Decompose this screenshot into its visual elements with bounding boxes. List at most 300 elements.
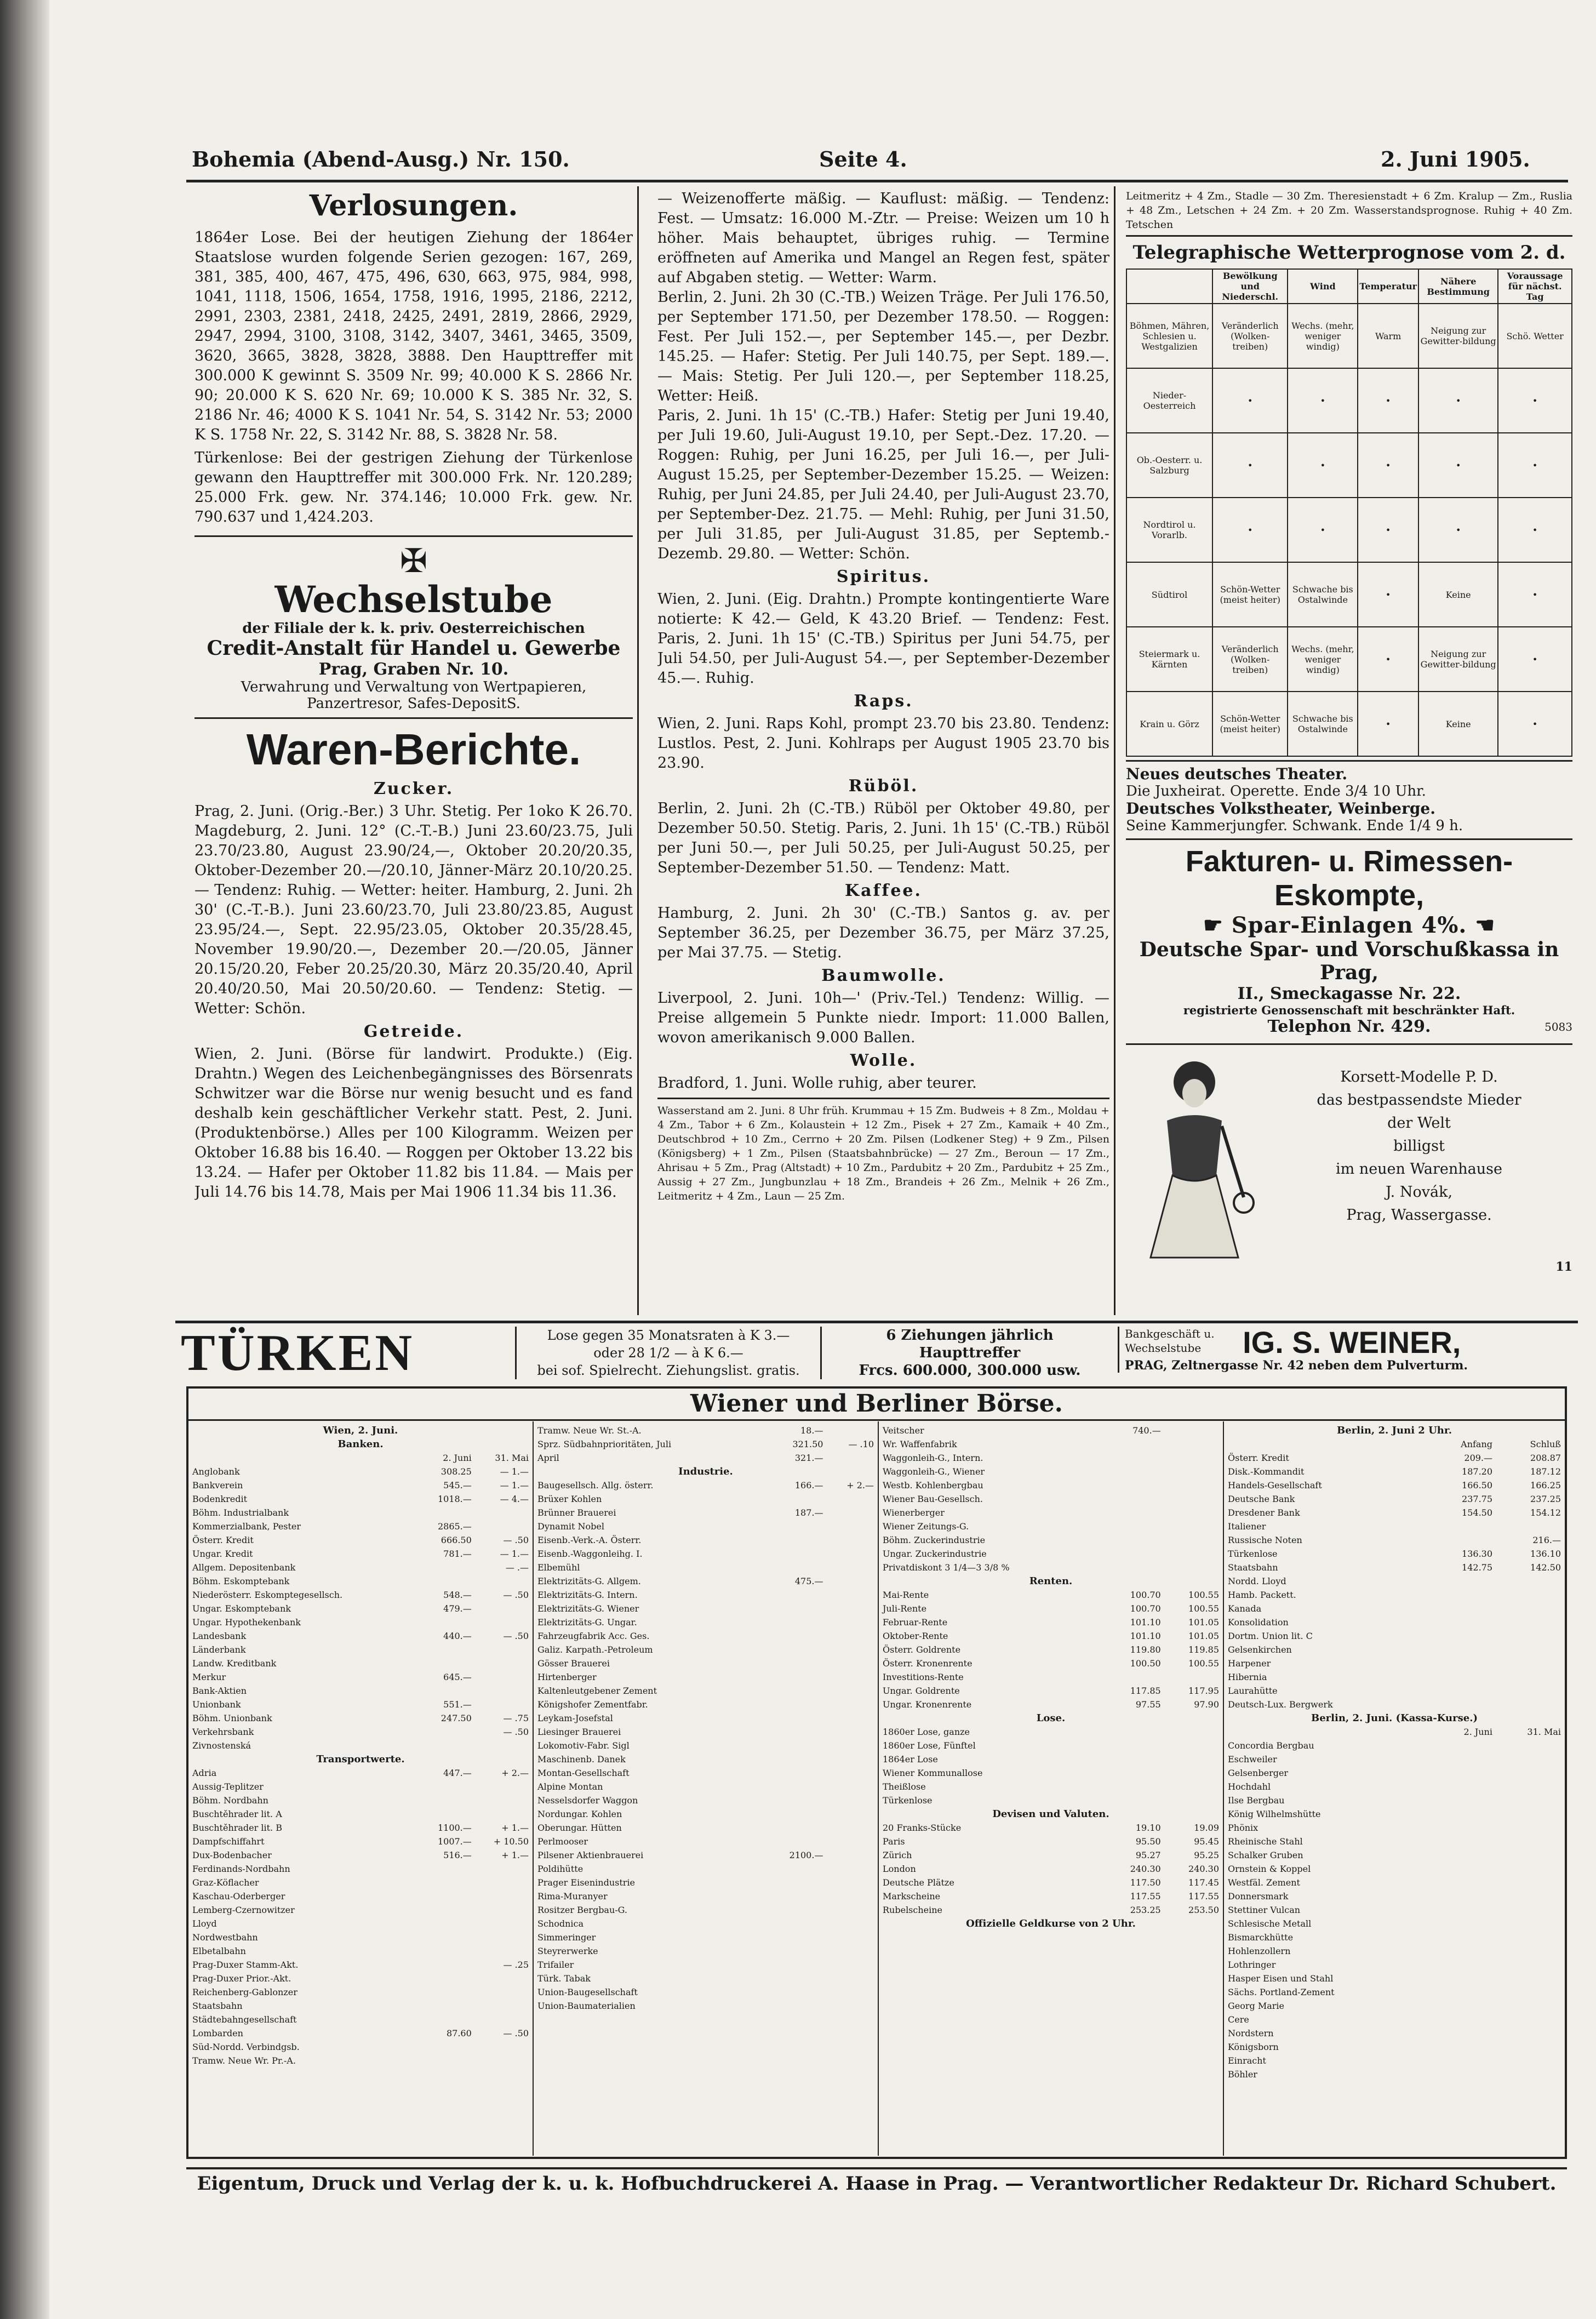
security-name: Gelsenberger <box>1228 1768 1289 1778</box>
quote-value <box>418 1862 473 1876</box>
weather-cell: Schön-Wetter (meist heiter) <box>1212 692 1288 756</box>
quote-value <box>1494 2054 1563 2067</box>
quote-value: 1018.— <box>437 1494 472 1504</box>
security-name: Böhm. Eskomptebank <box>192 1576 290 1586</box>
table-row <box>191 1561 530 1574</box>
security-name: Aussig-Teplitzer <box>192 1781 264 1792</box>
quote-value <box>825 1725 876 1739</box>
quote-value <box>418 1917 473 1930</box>
ad-spar-registration: registrierte Genossenschaft mit beschränkter Haft. <box>1183 1003 1515 1017</box>
banner-frcs: Frcs. 600.000, 300.000 usw. <box>859 1362 1081 1379</box>
wechselstube-line2: Credit-Anstalt für Handel u. Gewerbe <box>207 637 621 660</box>
quote-value <box>473 1684 530 1698</box>
weather-cell: Neigung zur Gewitter-bildung <box>1418 627 1498 692</box>
quote-value <box>1494 2026 1563 2040</box>
table-row <box>1226 1465 1563 1478</box>
security-name: Merkur <box>192 1672 226 1682</box>
boerse-col4 <box>1224 1421 1565 2156</box>
quote-value <box>418 1807 473 1821</box>
quote-value: 117.95 <box>1188 1686 1219 1696</box>
quote-value <box>1429 1889 1494 1903</box>
wasserstand-prognose: Leitmeritz + 4 Zm., Stadle — 30 Zm. Theresienstadt + 6 Zm. Kralup — Zm., Ruslia + 48 Zm., Letschen + 24 Zm. + 20 Zm. Wasserstandsprognose. Ruhig + 40 Zm. Tetschen <box>1126 190 1572 231</box>
quote-value <box>1429 1876 1494 1889</box>
weather-cell: • <box>1418 498 1498 562</box>
quote-value: 31. Mai <box>495 1453 529 1463</box>
table-row <box>536 1752 876 1766</box>
quote-value <box>1163 1506 1221 1520</box>
quote-value <box>1163 1465 1221 1478</box>
security-name: Städtebahngesellschaft <box>192 2014 297 2025</box>
security-name <box>191 1451 418 1465</box>
security-name: Sprz. Südbahnprioritäten, Juli <box>537 1439 672 1449</box>
weather-row <box>1126 627 1572 692</box>
quote-value: 142.75 <box>1462 1562 1493 1573</box>
quote-value <box>825 1930 876 1944</box>
quote-value <box>418 1506 473 1520</box>
security-name: Dortm. Union lit. C <box>1228 1631 1313 1641</box>
table-row <box>1226 1561 1563 1574</box>
quote-value <box>473 1698 530 1711</box>
table-row <box>1226 1547 1563 1561</box>
quote-value <box>1163 1547 1221 1561</box>
quote-value <box>1163 1793 1221 1807</box>
table-row <box>191 1876 530 1889</box>
security-name: Poldihütte <box>537 1864 584 1874</box>
quote-value: 119.85 <box>1188 1644 1219 1655</box>
quote-value <box>763 1711 825 1725</box>
table-row <box>1226 1574 1563 1588</box>
quote-value <box>1494 1930 1563 1944</box>
security-name: 20 Franks-Stücke <box>883 1823 962 1833</box>
table-row <box>1226 2067 1563 2081</box>
quote-value: 551.— <box>443 1699 472 1710</box>
table-row <box>191 1657 530 1670</box>
banner-lose3: bei sof. Spielrecht. Ziehungslist. gratis. <box>537 1363 800 1378</box>
quote-value: 117.55 <box>1188 1891 1219 1901</box>
table-row <box>191 1958 530 1972</box>
table-row <box>1226 2054 1563 2067</box>
quote-value <box>418 1684 473 1698</box>
weather-col-header: Temperatur <box>1358 269 1418 304</box>
table-row <box>881 1903 1221 1917</box>
table-row <box>1226 1602 1563 1615</box>
middle-p1: — Weizenofferte mäßig. — Kauflust: mäßig. — Tendenz: Fest. — Umsatz: 16.000 M.-Ztr. — Preise: Weizen um 10 h höher. Mais behauptet, übriges ruhig. — Termine eröffneten auf Amerika und Mangel an Regen fest, später auf Abgaben stetig. — Wetter: Warm. <box>657 190 1109 286</box>
table-row <box>881 1451 1221 1465</box>
quote-value <box>1494 1766 1563 1780</box>
security-name: Sächs. Portland-Zement <box>1228 1987 1335 1997</box>
page-binding-shadow <box>0 0 49 2319</box>
quote-value: 101.10 <box>1130 1631 1161 1641</box>
banner-lose2: oder 28 1/2 — à K 6.— <box>593 1345 743 1361</box>
weather-cell: • <box>1358 692 1418 756</box>
quote-value <box>825 1561 876 1574</box>
quote-value <box>1104 1492 1162 1506</box>
security-name: Königshofer Zementfabr. <box>537 1699 648 1710</box>
quote-value: 2100.— <box>789 1850 823 1860</box>
quote-value <box>825 1533 876 1547</box>
table-row <box>536 1643 876 1657</box>
security-name: Rima-Muranyer <box>537 1891 608 1901</box>
table-row <box>191 1972 530 1985</box>
table-row <box>536 1862 876 1876</box>
quote-value <box>473 1793 530 1807</box>
table-row <box>191 1930 530 1944</box>
security-name: Elektrizitäts-G. Ungar. <box>537 1617 637 1627</box>
security-name: Türkenlose <box>1228 1549 1278 1559</box>
quote-value: — 1.— <box>500 1549 529 1559</box>
quote-value <box>763 1588 825 1602</box>
weather-cell: Neigung zur Gewitter-bildung <box>1418 304 1498 368</box>
table-row <box>1226 1848 1563 1862</box>
theater2-program: Seine Kammerjungfer. Schwank. Ende 1/4 9 h. <box>1126 818 1463 834</box>
table-row <box>1226 1999 1563 2013</box>
quote-value: 548.— <box>443 1590 472 1600</box>
ad-korsett-l1: Korsett-Modelle P. D. <box>1340 1069 1498 1086</box>
security-name: Bank-Aktien <box>192 1686 247 1696</box>
table-row <box>1226 1588 1563 1602</box>
table-row <box>191 1848 530 1862</box>
security-name: Königsborn <box>1228 2042 1279 2052</box>
quote-value <box>763 1698 825 1711</box>
quote-value: 117.50 <box>1130 1877 1161 1888</box>
table-row <box>1226 1944 1563 1958</box>
quote-value <box>1429 1629 1494 1643</box>
zucker-report: Prag, 2. Juni. (Orig.-Ber.) 3 Uhr. Stetig. Per 1oko K 26.70. Magdeburg, 2. Juni. 12° (C.-T.-B.) Juni 23.60/23.75, Juli 23.70/23.80, August 23.90/24,—, Oktober 20.20/20.35, Oktober-Dezember 20.—/20.10, Jänner-März 20.10/20.25. — Tendenz: Ruhig. — Wetter: heiter. Hamburg, 2. Juni. 2h 30' (C.-T.-B.). Juni 23.60/23.70, Juli 23.80/23.85, August 23.95/24.—, Sept. 22.95/23.05, Oktober 20.35/28.45, November 19.90/20.—, Dezember 20.—/20.05, Jänner 20.15/20.20, Feber 20.25/20.30, März 20.35/20.40, April 20.40/20.50, Mai 20.50/20.60. — Tendenz: Stetig. — Wetter: Schön. <box>195 803 633 1017</box>
security-name: Österr. Goldrente <box>883 1644 961 1655</box>
ad-korsett-l4: billigst <box>1393 1138 1445 1155</box>
weather-cell: Krain u. Görz <box>1126 692 1212 756</box>
table-row <box>191 1793 530 1807</box>
table-row <box>536 1670 876 1684</box>
boerse-col2 <box>534 1421 879 2156</box>
boerse-renten-heading: Renten. <box>1029 1575 1073 1587</box>
quote-value <box>1494 1848 1563 1862</box>
quote-value <box>825 1972 876 1985</box>
waren-berichte-title: Waren-Berichte. <box>246 725 581 774</box>
security-name: Brüxer Kohlen <box>537 1494 602 1504</box>
weather-cell: Nordtirol u. Vorarlb. <box>1126 498 1212 562</box>
quote-value: — 4.— <box>500 1494 529 1504</box>
ad-spar-name: Deutsche Spar- und Vorschußkassa in Prag, <box>1139 938 1559 984</box>
security-name: Wiener Zeitungs-G. <box>883 1521 969 1532</box>
ad-spar-telephone: Telephon Nr. 429. <box>1267 1017 1431 1036</box>
security-name: Lloyd <box>192 1918 217 1929</box>
quote-value <box>1429 1793 1494 1807</box>
tuerken-title: TÜRKEN <box>181 1324 415 1381</box>
quote-value <box>763 1643 825 1657</box>
wechselstube-title: Wechselstube <box>274 578 553 621</box>
weather-cell: Südtirol <box>1126 562 1212 627</box>
security-name: Österr. Kredit <box>1228 1453 1289 1463</box>
banner-weiner: IG. S. WEINER, <box>1243 1325 1461 1360</box>
table-row <box>536 1561 876 1574</box>
kaffee-heading: Kaffee. <box>845 881 922 900</box>
quote-value: 247.50 <box>441 1713 472 1723</box>
quote-value <box>473 1574 530 1588</box>
weather-cell: Schön-Wetter (meist heiter) <box>1212 562 1288 627</box>
quote-value: 95.27 <box>1135 1850 1161 1860</box>
quote-value <box>1494 1588 1563 1602</box>
quote-value: 240.30 <box>1130 1864 1161 1874</box>
quote-value <box>763 1752 825 1766</box>
quote-value <box>1429 2054 1494 2067</box>
security-name: Verkehrsbank <box>192 1727 254 1737</box>
quote-value <box>825 1451 876 1465</box>
table-row <box>1226 1889 1563 1903</box>
security-name: Elektrizitäts-G. Allgem. <box>537 1576 641 1586</box>
header-right: 2. Juni 1905. <box>1381 147 1530 172</box>
column-right <box>1126 189 1572 1318</box>
quote-value <box>825 1848 876 1862</box>
security-name: Wiener Kommunallose <box>883 1768 983 1778</box>
quote-value <box>1494 2040 1563 2054</box>
table-row <box>1226 1725 1563 1739</box>
quote-value <box>1494 1985 1563 1999</box>
security-name: Deutsch-Lux. Bergwerk <box>1228 1699 1333 1710</box>
table-row <box>191 1684 530 1698</box>
quote-value: + 10.50 <box>493 1836 529 1847</box>
quote-value <box>473 2013 530 2026</box>
quote-value <box>473 1985 530 1999</box>
table-row <box>536 1807 876 1821</box>
boerse-section <box>186 1386 1567 2159</box>
quote-value: 117.55 <box>1130 1891 1161 1901</box>
table-row <box>191 1574 530 1588</box>
footer-rule <box>186 2167 1567 2169</box>
weather-cell: • <box>1288 368 1358 433</box>
quote-value <box>1429 1807 1494 1821</box>
security-name: Einracht <box>1228 2055 1266 2066</box>
security-name: Maschinenb. Danek <box>537 1754 626 1764</box>
table-row <box>1226 1835 1563 1848</box>
security-name: Pilsener Aktienbrauerei <box>537 1850 644 1860</box>
quote-value: — .25 <box>503 1960 529 1970</box>
weather-row <box>1126 433 1572 498</box>
security-name: Nesselsdorfer Waggon <box>537 1795 638 1806</box>
table-row <box>1226 1629 1563 1643</box>
table-row <box>536 1615 876 1629</box>
quote-value: 101.05 <box>1188 1631 1219 1641</box>
quote-value: 545.— <box>443 1480 472 1490</box>
security-name: Nordungar. Kohlen <box>537 1809 622 1819</box>
table-row <box>191 1780 530 1793</box>
table-row <box>191 2054 530 2067</box>
table-row <box>881 1725 1221 1739</box>
security-name: Februar-Rente <box>883 1617 948 1627</box>
table-row <box>881 1533 1221 1547</box>
quote-value <box>418 2054 473 2067</box>
quote-value <box>1494 1670 1563 1684</box>
table-row <box>536 1725 876 1739</box>
security-name: Staatsbahn <box>192 2001 243 2011</box>
weather-cell: • <box>1212 433 1288 498</box>
quote-value <box>418 1725 473 1739</box>
weather-cell: • <box>1498 627 1572 692</box>
quote-value: 253.50 <box>1188 1905 1219 1915</box>
security-name: Hasper Eisen und Stahl <box>1228 1973 1334 1984</box>
security-name: Tramw. Neue Wr. Pr.-A. <box>192 2055 296 2066</box>
quote-value <box>763 1533 825 1547</box>
quote-value <box>418 1615 473 1629</box>
security-name: Oktober-Rente <box>883 1631 948 1641</box>
quote-value <box>1494 1602 1563 1615</box>
security-name: Trifailer <box>537 1960 574 1970</box>
quote-value <box>825 1492 876 1506</box>
security-name: Handels-Gesellschaft <box>1228 1480 1322 1490</box>
table-row <box>191 1451 530 1465</box>
quote-value: 19.09 <box>1194 1823 1219 1833</box>
security-name: Prag-Duxer Prior.-Akt. <box>192 1973 291 1984</box>
security-name: Gösser Brauerei <box>537 1658 610 1669</box>
table-row <box>536 1711 876 1725</box>
verlosungen-tuerkenlose: Türkenlose: Bei der gestrigen Ziehung der Türkenlose gewann den Haupttreffer mit 300.000 Frk. Nr. 120.289; 25.000 Frk. gew. Nr. 374.146; 10.000 Frk. gew. Nr. 790.637 und 1,424.203. <box>195 449 633 526</box>
quote-value <box>1429 1862 1494 1876</box>
quote-value <box>1494 1876 1563 1889</box>
quote-value <box>763 1972 825 1985</box>
quote-value: 2. Juni <box>443 1453 472 1463</box>
weather-cell: • <box>1288 433 1358 498</box>
security-name: Montan-Gesellschaft <box>537 1768 630 1778</box>
quote-value <box>1429 1657 1494 1670</box>
security-name: Galiz. Karpath.-Petroleum <box>537 1644 653 1655</box>
quote-value <box>1104 1533 1162 1547</box>
security-name: Concordia Bergbau <box>1228 1740 1314 1751</box>
table-row <box>881 1465 1221 1478</box>
quote-value: 95.50 <box>1135 1836 1161 1847</box>
quote-value <box>825 1821 876 1835</box>
quote-value <box>1494 1574 1563 1588</box>
quote-value: 447.— <box>443 1768 472 1778</box>
quote-value <box>825 1985 876 1999</box>
weather-cell: • <box>1212 498 1288 562</box>
ad-korsett-number: 11 <box>1555 1260 1572 1274</box>
quote-value: 117.85 <box>1130 1686 1161 1696</box>
quote-value: 1100.— <box>437 1823 472 1833</box>
table-row <box>881 1657 1221 1670</box>
quote-value <box>418 1944 473 1958</box>
quote-value <box>1429 1835 1494 1848</box>
quote-value <box>825 1643 876 1657</box>
table-row <box>191 1766 530 1780</box>
table-row <box>191 1465 530 1478</box>
table-row <box>536 1533 876 1547</box>
table-row <box>1226 1752 1563 1766</box>
quote-value <box>1163 1520 1221 1533</box>
table-row <box>881 1670 1221 1684</box>
security-name: Fahrzeugfabrik Acc. Ges. <box>537 1631 650 1641</box>
quote-value <box>1494 1643 1563 1657</box>
ad-spar-number: 5083 <box>1544 1020 1572 1033</box>
quote-value <box>418 1876 473 1889</box>
header-center: Seite 4. <box>819 147 907 172</box>
quote-value: 516.— <box>443 1850 472 1860</box>
security-name: Schalker Gruben <box>1228 1850 1303 1860</box>
quote-value <box>1494 2067 1563 2081</box>
quote-value <box>418 1958 473 1972</box>
quote-value <box>1494 1615 1563 1629</box>
getreide-heading: Getreide. <box>363 1022 464 1041</box>
security-name: Böhm. Unionbank <box>192 1713 272 1723</box>
security-name: Landw. Kreditbank <box>192 1658 277 1669</box>
quote-value <box>1429 1684 1494 1698</box>
security-name: Hirtenberger <box>537 1672 597 1682</box>
security-name: Böhler <box>1228 2069 1257 2080</box>
security-name: Zürich <box>883 1850 912 1860</box>
security-name: Länderbank <box>192 1644 246 1655</box>
table-row <box>536 1547 876 1561</box>
table-row <box>536 1780 876 1793</box>
security-name: König Wilhelmshütte <box>1228 1809 1321 1819</box>
quote-value: 237.75 <box>1462 1494 1493 1504</box>
quote-value: — 1.— <box>500 1466 529 1477</box>
quote-value <box>825 1889 876 1903</box>
table-row <box>1226 1903 1563 1917</box>
quote-value <box>418 2013 473 2026</box>
table-row <box>536 1424 876 1437</box>
boerse-wien-industrie-table <box>536 1424 876 2013</box>
quote-value <box>763 1670 825 1684</box>
security-name: Allgem. Depositenbank <box>192 1562 296 1573</box>
security-name: Georg Marie <box>1228 2001 1285 2011</box>
security-name: Elbetalbahn <box>192 1946 246 1956</box>
weather-col-header: Bewölkung und Niederschl. <box>1212 269 1288 304</box>
quote-value <box>763 1520 825 1533</box>
table-row <box>191 1985 530 1999</box>
security-name: Buschtěhrader lit. B <box>192 1823 282 1833</box>
security-name: 1864er Lose <box>883 1754 938 1764</box>
security-name: Italiener <box>1228 1521 1266 1532</box>
table-row <box>881 1478 1221 1492</box>
quote-value <box>1429 1848 1494 1862</box>
security-name: Ungar. Eskomptebank <box>192 1603 291 1614</box>
quote-value <box>825 1506 876 1520</box>
quote-value: 136.30 <box>1462 1549 1493 1559</box>
quote-value <box>1494 2013 1563 2026</box>
quote-value <box>473 1670 530 1684</box>
table-row <box>881 1793 1221 1807</box>
weather-cell: Wechs. (mehr, weniger windig) <box>1288 627 1358 692</box>
table-row <box>536 1657 876 1670</box>
quote-value: 154.12 <box>1530 1507 1561 1518</box>
quote-value: + 1.— <box>501 1823 529 1833</box>
security-name: Perlmooser <box>537 1836 588 1847</box>
quote-value <box>1429 1615 1494 1629</box>
table-row <box>536 1451 876 1465</box>
table-row <box>191 1670 530 1684</box>
quote-value <box>1429 1780 1494 1793</box>
ad-korsett-l3: der Welt <box>1387 1115 1451 1132</box>
wechselstube-line4: Verwahrung und Verwaltung von Wertpapieren, <box>241 679 587 695</box>
quote-value <box>763 1739 825 1752</box>
security-name: Brünner Brauerei <box>537 1507 616 1518</box>
security-name: Zivnostenská <box>192 1740 251 1751</box>
security-name: Leykam-Josefstal <box>537 1713 613 1723</box>
quote-value <box>1429 1766 1494 1780</box>
security-name: Staatsbahn <box>1228 1562 1278 1573</box>
quote-value: — .50 <box>503 2028 529 2038</box>
security-name: Ferdinands-Nordbahn <box>192 1864 290 1874</box>
wetterprognose-title: Telegraphische Wetterprognose vom 2. d. <box>1132 242 1566 264</box>
security-name: Donnersmark <box>1228 1891 1289 1901</box>
wechselstube-line3: Prag, Graben Nr. 10. <box>318 660 509 679</box>
boerse-col3 <box>879 1421 1224 2156</box>
table-row <box>191 1629 530 1643</box>
baumwolle-heading: Baumwolle. <box>821 966 946 985</box>
quote-value <box>1494 1889 1563 1903</box>
spiritus-heading: Spiritus. <box>836 567 931 586</box>
security-name: Markscheine <box>883 1891 941 1901</box>
table-row <box>536 1766 876 1780</box>
